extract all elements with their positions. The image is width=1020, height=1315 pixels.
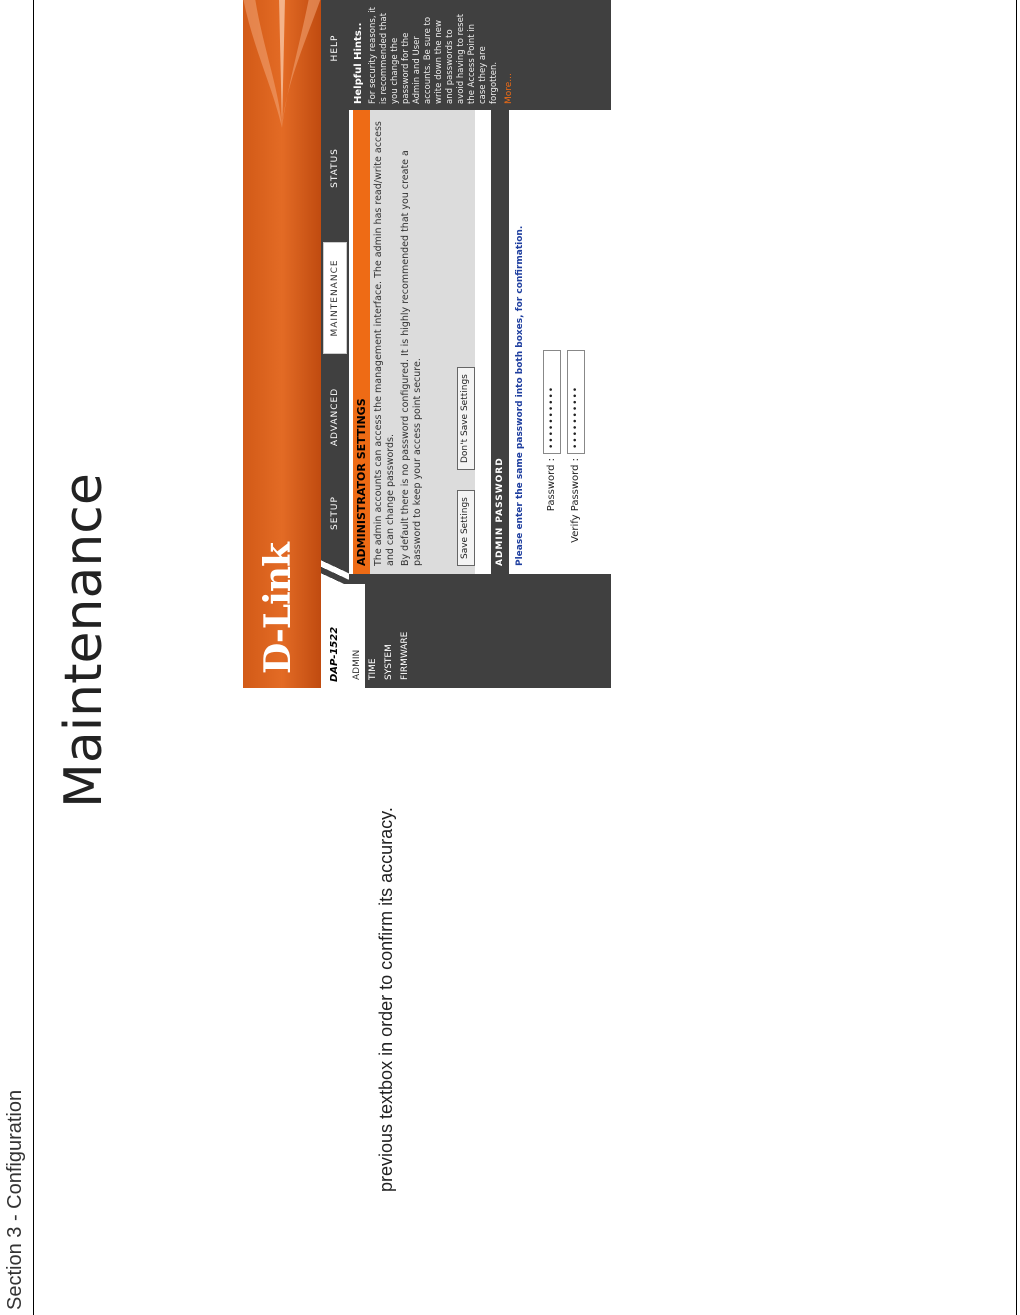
help-panel: [349, 0, 611, 110]
admin-settings-desc-2: By default there is no password configured. It is highly recommended that you create a password to keep your access point secure.: [400, 150, 423, 566]
admin-settings-title: ADMINISTRATOR SETTINGS: [353, 110, 370, 574]
verify-password-label: Verify Password :: [570, 458, 581, 543]
dlink-banner: [243, 0, 321, 688]
admin-settings-desc-1: The admin accounts can access the management interface. The admin has read/write access and can change passwords.: [373, 121, 396, 566]
banner-swoosh-graphic: [243, 0, 321, 128]
sidebar-item-time[interactable]: TIME: [368, 658, 378, 680]
admin-password-title: ADMIN PASSWORD: [491, 110, 509, 574]
body-paragraph: previous textbox in order to confirm its accuracy.: [376, 807, 396, 1192]
dlink-logo: D-Link: [257, 543, 299, 674]
admin-settings-section: [353, 110, 475, 574]
section-label: Section 3 - Configuration: [4, 1089, 26, 1310]
sidebar-item-system[interactable]: SYSTEM: [384, 644, 394, 680]
tab-status[interactable]: STATUS: [330, 148, 340, 188]
password-field[interactable]: ••••••••••: [543, 350, 561, 454]
sidebar: [349, 584, 611, 688]
router-screenshot: [243, 0, 611, 688]
frame-right-border: [1016, 0, 1017, 1315]
help-more-link[interactable]: More...: [504, 73, 514, 104]
dont-save-settings-button[interactable]: Don't Save Settings: [457, 367, 475, 470]
help-text: For security reasons, it is recommended that you change the password for the Admin and User accounts. Be sure to write down the new and passwords to avoid having to reset the Access Point in case they are forgotten.: [368, 7, 499, 104]
password-label: Password :: [546, 458, 557, 512]
verify-password-field[interactable]: ••••••••••: [567, 350, 585, 454]
tab-advanced[interactable]: ADVANCED: [330, 387, 340, 447]
tab-maintenance[interactable]: MAINTENANCE: [323, 242, 347, 354]
password-instruction: Please enter the same password into both boxes, for confirmation.: [515, 225, 525, 566]
model-label: DAP-1522: [321, 584, 349, 688]
tab-help[interactable]: HELP: [330, 34, 340, 62]
page-title: Maintenance: [54, 473, 114, 808]
frame-left-border: [33, 0, 34, 1315]
top-nav: [321, 0, 349, 688]
sidebar-item-admin[interactable]: ADMIN: [349, 584, 365, 688]
tab-setup[interactable]: SETUP: [330, 496, 340, 530]
sidebar-item-firmware[interactable]: FIRMWARE: [400, 631, 410, 680]
model-divider: [321, 554, 349, 584]
save-settings-button[interactable]: Save Settings: [457, 490, 475, 566]
main-content: [349, 110, 611, 574]
help-title: Helpful Hints..: [353, 22, 364, 104]
